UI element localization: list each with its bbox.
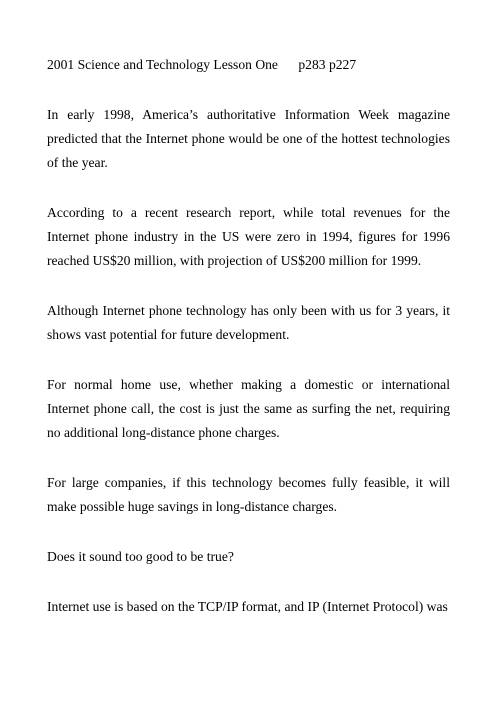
lesson-heading: 2001 Science and Technology Lesson One p283 p227 (47, 57, 357, 72)
paragraph-6: Does it sound too good to be true? (47, 549, 234, 564)
paragraph-2: According to a recent research report, while total revenues for the Internet phone industry in the US were zero in 1994, figures for 1996 reached US$20 million, with projection of US$200 million for 1999. (47, 205, 450, 268)
document-page (47, 53, 450, 645)
paragraph-1: In early 1998, America’s authoritative Information Week magazine predicted that the Internet phone would be one of the hottest technologies of the year. (47, 107, 450, 170)
paragraph-7: Internet use is based on the TCP/IP format, and IP (Internet Protocol) was (47, 599, 448, 614)
paragraph-4: For normal home use, whether making a domestic or international Internet phone call, the cost is just the same as surfing the net, requiring no additional long-distance phone charges. (47, 377, 450, 440)
paragraph-5: For large companies, if this technology becomes fully feasible, it will make possible huge savings in long-distance charges. (47, 475, 450, 514)
paragraph-3: Although Internet phone technology has only been with us for 3 years, it shows vast potential for future development. (47, 303, 450, 342)
